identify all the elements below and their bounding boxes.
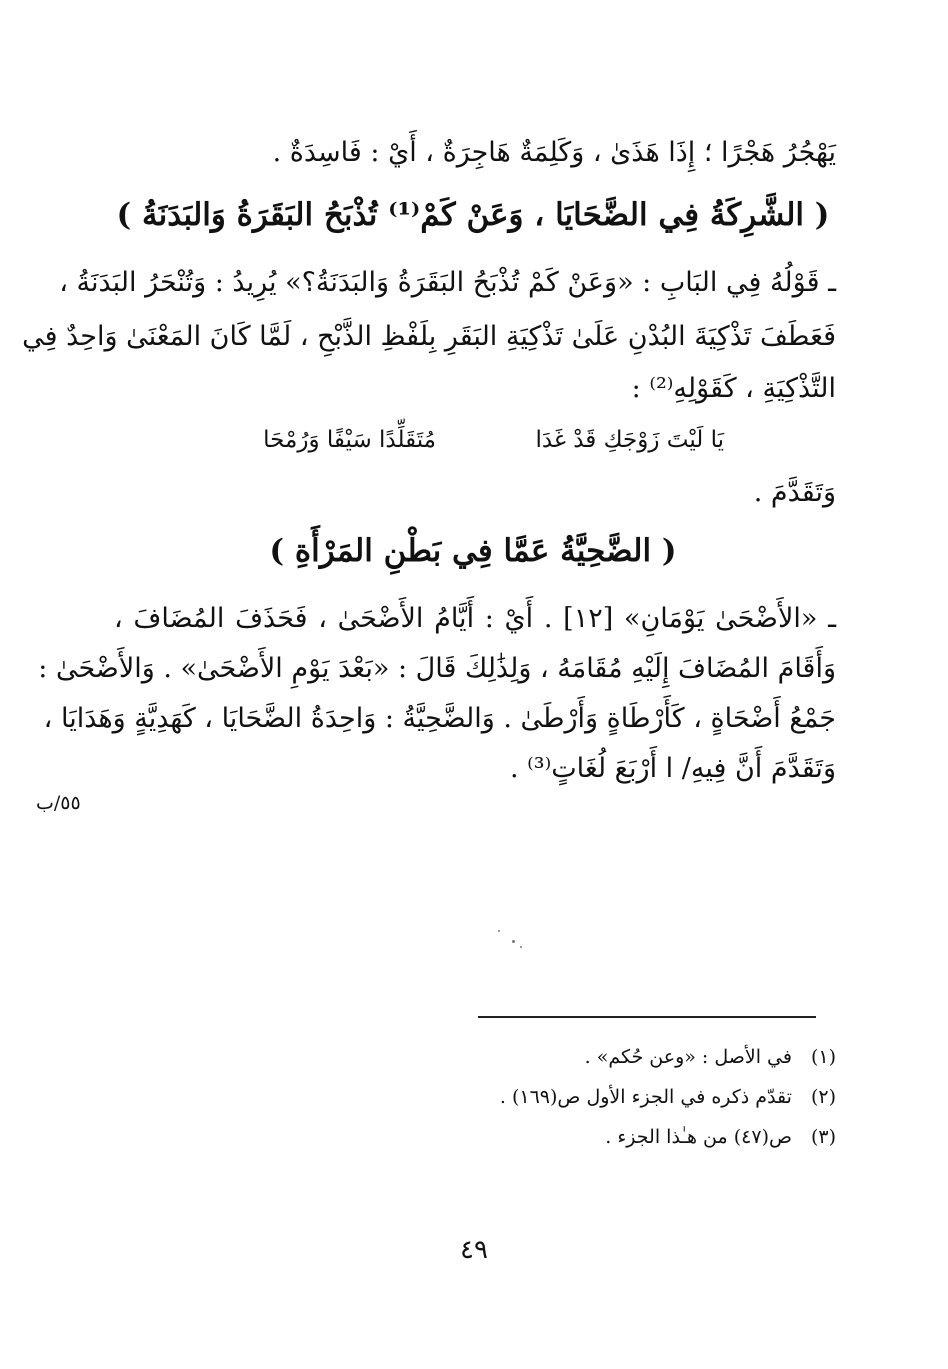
paragraph-1-line-3: التَّذْكِيَةِ ، كَقَوْلِهِ⁽²⁾ :	[631, 373, 836, 404]
paragraph-1-line-2: فَعَطَفَ تَذْكِيَةَ البُدْنِ عَلَىٰ تَذْكِيَةِ البَقَرِ بِلَفْظِ الذَّبْحِ ، لَمَّا كَانَ المَعْنَىٰ وَاحِدٌ فِي	[22, 321, 836, 352]
poem-first-half: يَا لَيْتَ زَوْجَكِ قَدْ غَدَا	[535, 427, 724, 453]
footnote-2	[336, 1080, 836, 1114]
scan-speck	[498, 930, 500, 932]
scan-speck	[512, 940, 515, 943]
scan-speck	[520, 946, 522, 948]
footnote-3	[336, 1120, 836, 1154]
after-poem-line: وَتَقَدَّمَ .	[753, 477, 836, 508]
footnote-number: (٣)	[810, 1126, 836, 1148]
page-number: ٤٩	[460, 1235, 488, 1265]
footnote-number: (١)	[810, 1046, 836, 1068]
footnote-number: (٢)	[810, 1086, 836, 1108]
footnote-1	[336, 1040, 836, 1074]
paragraph-2-line-4: وَتَقَدَّمَ أَنَّ فِيهِ/ ا أَرْبَعَ لُغَاتٍ⁽³⁾ .	[509, 753, 836, 784]
body-line-1: يَهْجُرُ هَجْرًا ؛ إِذَا هَذَىٰ ، وَكَلِمَةٌ هَاجِرَةٌ ، أَيْ : فَاسِدَةٌ .	[272, 137, 836, 168]
paragraph-2-line-2: وَأَقَامَ المُضَافَ إِلَيْهِ مُقَامَهُ ، وَلِذَٰلِكَ قَالَ : «بَعْدَ يَوْمِ الأَضْحَىٰ» . وَالأَضْحَىٰ :	[38, 653, 836, 684]
footnote-text: ص(٤٧) من هـٰذا الجزء .	[605, 1126, 792, 1148]
footnote-text: في الأصل : «وعن حُكم» .	[584, 1046, 792, 1068]
poem-second-half: مُتَقَلِّدًا سَيْفًا وَرُمْحَا	[263, 427, 436, 453]
section-heading-sacrifice: ( الضَّحِيَّةُ عَمَّا فِي بَطْنِ المَرْأَةِ )	[269, 533, 677, 569]
section-heading-partnership: ( الشَّرِكَةُ فِي الضَّحَايَا ، وَعَنْ كَمْ⁽¹⁾ تُذْبَحُ البَقَرَةُ وَالبَدَنَةُ )	[116, 197, 830, 233]
footnote-text: تقدّم ذكره في الجزء الأول ص(١٦٩) .	[499, 1086, 792, 1108]
paragraph-1-line-1: ـ قَوْلُهُ فِي البَابِ : «وَعَنْ كَمْ تُذْبَحُ البَقَرَةُ وَالبَدَنَةُ؟» يُرِيدُ : وَتُنْحَرُ البَدَنَةُ ،	[59, 267, 836, 298]
paragraph-2-line-3: جَمْعُ أَضْحَاةٍ ، كَأَرْطَاةٍ وَأَرْطَىٰ . وَالضَّحِيَّةُ : وَاحِدَةُ الضَّحَايَا ، كَهَدِيَّةٍ وَهَدَايَا ،	[43, 703, 836, 734]
paragraph-2-line-1: ـ «الأَضْحَىٰ يَوْمَانِ» [١٢] . أَيْ : أَيَّامُ الأَضْحَىٰ ، فَحَذَفَ المُضَافَ ،	[114, 603, 836, 634]
footnote-separator	[478, 1016, 816, 1018]
manuscript-folio-note: ٥٥/ب	[36, 792, 81, 814]
